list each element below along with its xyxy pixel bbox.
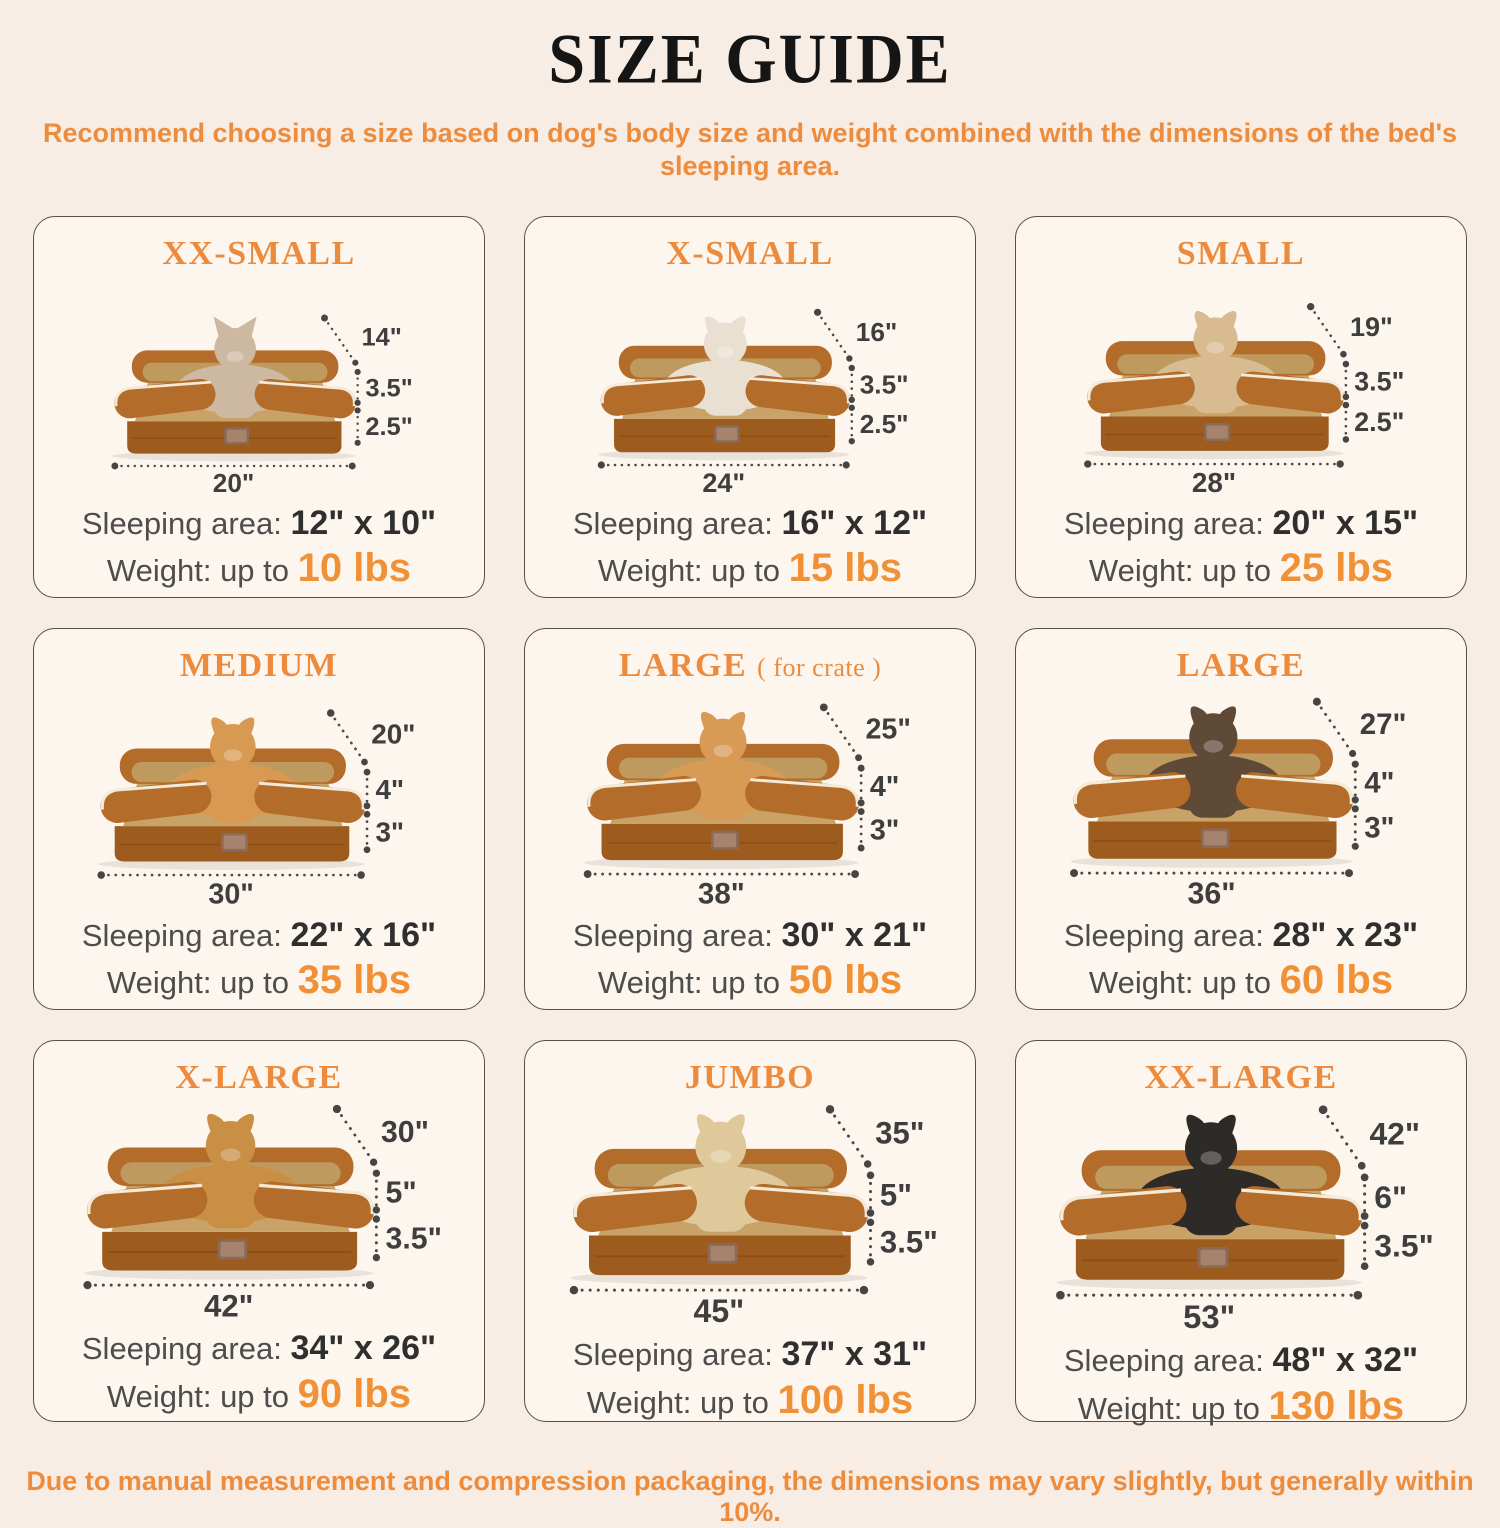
bed-illustration <box>533 684 967 908</box>
measure-label-upper-height: 5" <box>879 1177 912 1213</box>
measure-label-upper-height: 3.5" <box>859 369 909 400</box>
sleeping-area-label: Sleeping area: <box>81 1331 282 1367</box>
measure-dot <box>321 314 328 321</box>
size-card <box>524 1040 976 1422</box>
size-card <box>1015 1040 1467 1428</box>
measure-label-upper-height: 4" <box>869 770 900 803</box>
sleeping-area-value: 37" x 31" <box>781 1335 928 1374</box>
dog-ear-right <box>1218 706 1236 725</box>
measure-dot <box>1361 1222 1369 1230</box>
dog-bed-diagram <box>1043 1096 1439 1334</box>
measure-dot <box>1361 1174 1369 1182</box>
measure-dot <box>851 870 859 878</box>
dog-ear-left <box>705 316 721 333</box>
weight-label: Weight: up to <box>597 965 781 1001</box>
measure-dot <box>1343 436 1350 443</box>
measure-dot <box>361 758 368 765</box>
measure-dot <box>1343 360 1350 367</box>
size-card <box>33 216 485 598</box>
card-title <box>162 235 355 272</box>
measure-dot <box>849 438 855 444</box>
sleeping-area-label: Sleeping area: <box>81 505 282 541</box>
weight-line <box>107 957 411 1003</box>
dog-ear-right <box>237 717 254 735</box>
bed-illustration <box>42 1096 476 1322</box>
weight-value: 50 lbs <box>788 958 903 1003</box>
measure-dot <box>867 1210 875 1218</box>
dog-ear-right <box>235 1114 254 1133</box>
sleeping-area-value: 12" x 10" <box>290 503 437 542</box>
measure-label-width: 36" <box>1187 877 1236 909</box>
pet-chest <box>214 387 257 418</box>
card-size-name: X-SMALL <box>666 235 834 273</box>
bed-illustration <box>42 684 476 908</box>
size-card <box>1015 628 1467 1010</box>
bed-illustration <box>533 1096 967 1328</box>
measure-dot <box>364 846 371 853</box>
measure-label-width: 30" <box>208 878 254 909</box>
measure-label-lower-height: 3.5" <box>1374 1228 1434 1265</box>
dog-bed-diagram <box>71 1096 447 1322</box>
measure-dot <box>598 461 605 468</box>
subtitle: Recommend choosing a size based on dog's body size and weight combined with the dimensions of the bed's sleeping area. <box>42 118 1458 181</box>
measure-label-width: 45" <box>693 1293 745 1329</box>
dog-ear-left <box>211 717 228 735</box>
bed-illustration <box>42 272 476 496</box>
weight-line <box>587 1377 913 1423</box>
sleeping-area-label: Sleeping area: <box>1063 1343 1264 1379</box>
measure-dot <box>855 754 862 761</box>
measure-dot <box>1352 842 1359 849</box>
measure-label-lower-height: 3" <box>869 814 900 847</box>
measure-label-diagonal: 14" <box>361 323 402 352</box>
card-title <box>175 1059 342 1096</box>
measure-dot <box>364 802 371 809</box>
sleeping-area-line <box>573 1336 927 1373</box>
dog-bed-diagram <box>101 307 417 497</box>
sleeping-area-value: 16" x 12" <box>781 503 928 542</box>
measure-dot <box>1336 460 1343 467</box>
measure-dot <box>1361 1213 1369 1221</box>
dog-ear-right <box>728 712 746 730</box>
measure-dot <box>327 709 335 717</box>
measure-label-width: 28" <box>1191 466 1237 497</box>
measure-dot <box>864 1161 872 1169</box>
measure-label-upper-height: 4" <box>375 773 405 805</box>
measure-dot <box>1352 796 1359 803</box>
measure-dot <box>867 1219 875 1227</box>
dog-ear-right <box>1220 311 1237 328</box>
measure-label-lower-height: 3" <box>375 815 405 847</box>
weight-line <box>1089 545 1393 591</box>
pet-muzzle <box>714 744 733 756</box>
pet-chest <box>205 1192 256 1229</box>
pet-chest <box>1184 1197 1238 1236</box>
measure-dot <box>867 1259 875 1267</box>
sleeping-area-line <box>82 917 436 954</box>
measure-label-diagonal: 16" <box>855 316 898 347</box>
measure-label-upper-height: 3.5" <box>1354 365 1405 396</box>
dog-ear-left <box>697 1115 716 1135</box>
sleeping-area-label: Sleeping area: <box>81 917 282 953</box>
measure-dot <box>820 703 828 711</box>
bed-illustration <box>1024 272 1458 496</box>
measure-label-diagonal: 19" <box>1349 311 1393 342</box>
measure-label-lower-height: 2.5" <box>365 412 413 441</box>
weight-value: 100 lbs <box>777 1377 914 1422</box>
dog-ear-right <box>730 316 746 333</box>
weight-label: Weight: up to <box>106 1378 290 1414</box>
card-title <box>180 647 338 684</box>
sleeping-area-label: Sleeping area: <box>572 505 773 541</box>
bed-illustration <box>1024 1096 1458 1334</box>
size-card <box>524 216 976 598</box>
measure-dot <box>1056 1291 1065 1300</box>
measure-dot <box>373 1170 380 1177</box>
dog-bed-diagram <box>557 1096 943 1328</box>
weight-label: Weight: up to <box>106 553 290 589</box>
measure-dot <box>584 870 592 878</box>
pet-chest <box>699 785 748 820</box>
measure-dot <box>1313 697 1321 705</box>
pet-muzzle <box>1200 1152 1221 1166</box>
measure-dot <box>83 1281 91 1289</box>
sleeping-area-value: 20" x 15" <box>1272 503 1419 542</box>
pet-muzzle <box>1204 740 1224 752</box>
pet-muzzle <box>717 346 734 357</box>
measure-dot <box>364 768 371 775</box>
dog-ear-left <box>1190 706 1208 725</box>
card-title <box>1144 1059 1337 1096</box>
measure-label-lower-height: 2.5" <box>1354 406 1405 437</box>
measure-dot <box>867 1172 875 1180</box>
pet-muzzle <box>224 749 243 761</box>
measure-label-diagonal: 42" <box>1369 1115 1421 1152</box>
weight-label: Weight: up to <box>597 553 781 589</box>
measure-label-upper-height: 5" <box>385 1177 417 1211</box>
sleeping-area-line <box>1064 505 1418 542</box>
weight-line <box>598 545 902 591</box>
bed-illustration <box>533 272 967 496</box>
measure-dot <box>373 1254 380 1261</box>
sleeping-area-line <box>1064 917 1418 954</box>
size-grid <box>0 216 1500 1428</box>
measure-dot <box>370 1159 377 1166</box>
measure-dot <box>1319 1106 1328 1115</box>
measure-dot <box>849 396 855 402</box>
pet-chest <box>703 384 748 416</box>
measure-label-upper-height: 3.5" <box>365 374 413 403</box>
measure-dot <box>1345 869 1353 877</box>
weight-label: Weight: up to <box>586 1384 769 1420</box>
dog-bed-diagram <box>86 701 432 909</box>
measure-dot <box>858 764 865 771</box>
measure-label-width: 24" <box>702 467 746 497</box>
measure-dot <box>860 1286 868 1294</box>
sleeping-area-line <box>1064 1342 1418 1379</box>
weight-value: 15 lbs <box>788 546 903 591</box>
weight-line <box>1089 957 1393 1003</box>
measure-dot <box>111 462 118 469</box>
dog-ear-left <box>1186 1115 1206 1135</box>
sleeping-area-label: Sleeping area: <box>1063 505 1264 541</box>
sleeping-area-line <box>573 917 927 954</box>
page-title: SIZE GUIDE <box>548 19 952 99</box>
measure-dot <box>355 369 361 375</box>
measure-dot <box>366 1281 374 1289</box>
measure-dot <box>826 1106 834 1114</box>
measure-dot <box>1354 1291 1363 1300</box>
weight-value: 35 lbs <box>297 958 412 1003</box>
size-card <box>33 1040 485 1422</box>
card-size-name: LARGE <box>1176 647 1306 685</box>
measure-dot <box>1343 393 1350 400</box>
measure-dot <box>843 461 850 468</box>
card-size-name: X-LARGE <box>175 1059 343 1097</box>
measure-label-lower-height: 3.5" <box>385 1222 442 1256</box>
size-card <box>1015 216 1467 598</box>
measure-dot <box>1358 1162 1366 1170</box>
measure-dot <box>355 407 361 413</box>
card-size-name: SMALL <box>1176 235 1306 273</box>
measure-dot <box>849 404 855 410</box>
dog-bed-diagram <box>587 301 913 497</box>
measure-dot <box>858 844 865 851</box>
sleeping-area-value: 34" x 26" <box>290 1329 437 1368</box>
sleeping-area-value: 22" x 16" <box>290 915 437 954</box>
pet-chest <box>694 1195 747 1233</box>
measure-dot <box>846 355 852 361</box>
measure-label-diagonal: 30" <box>380 1116 429 1150</box>
measure-dot <box>858 808 865 815</box>
measure-dot <box>858 799 865 806</box>
dog-ear-right <box>726 1115 745 1135</box>
weight-line <box>107 545 411 591</box>
measure-dot <box>1343 401 1350 408</box>
card-title <box>685 1059 815 1096</box>
measure-label-diagonal: 35" <box>875 1115 925 1151</box>
card-title <box>1177 647 1305 684</box>
measure-dot <box>373 1207 380 1214</box>
sleeping-area-label: Sleeping area: <box>572 1337 773 1373</box>
sleeping-area-value: 48" x 32" <box>1272 1341 1419 1380</box>
measure-label-diagonal: 20" <box>371 718 416 750</box>
weight-value: 60 lbs <box>1279 958 1394 1003</box>
measure-dot <box>849 364 855 370</box>
pet-muzzle <box>220 1149 240 1162</box>
dog-ear-left <box>1195 311 1212 328</box>
measure-dot <box>814 308 821 315</box>
weight-value: 10 lbs <box>297 546 412 591</box>
measure-dot <box>349 462 356 469</box>
card-size-name: LARGE <box>618 647 748 685</box>
dog-ear-left <box>207 1114 226 1133</box>
measure-label-upper-height: 4" <box>1364 766 1395 800</box>
measure-dot <box>1084 460 1091 467</box>
pet-chest <box>209 789 256 823</box>
measure-dot <box>570 1286 578 1294</box>
dog-ear-right <box>1216 1115 1236 1135</box>
dog-ear-left <box>701 712 719 730</box>
pet-muzzle <box>227 351 244 362</box>
card-title <box>619 647 882 684</box>
measure-label-lower-height: 3" <box>1364 811 1395 845</box>
measure-label-upper-height: 6" <box>1374 1179 1408 1216</box>
weight-line <box>1078 1383 1404 1429</box>
dog-bed-diagram <box>1058 689 1424 909</box>
measure-label-width: 42" <box>204 1288 254 1323</box>
measure-dot <box>1361 1263 1369 1271</box>
dog-bed-diagram <box>1073 295 1409 497</box>
sleeping-area-value: 28" x 23" <box>1272 915 1419 954</box>
measure-label-width: 38" <box>697 877 745 909</box>
sleeping-area-line <box>82 1330 436 1367</box>
measure-dot <box>1352 805 1359 812</box>
weight-label: Weight: up to <box>106 965 290 1001</box>
measure-dot <box>1070 869 1078 877</box>
size-card <box>33 628 485 1010</box>
card-size-name: JUMBO <box>684 1059 816 1097</box>
sleeping-area-label: Sleeping area: <box>1063 917 1264 953</box>
weight-label: Weight: up to <box>1088 965 1272 1001</box>
measure-dot <box>357 871 365 879</box>
measure-dot <box>352 359 358 365</box>
measure-dot <box>373 1216 380 1223</box>
measure-label-diagonal: 25" <box>865 713 911 746</box>
weight-line <box>107 1371 411 1417</box>
weight-line <box>598 957 902 1003</box>
card-size-qualifier: ( for crate ) <box>757 653 882 683</box>
card-size-name: XX-SMALL <box>162 235 356 273</box>
bed-illustration <box>1024 684 1458 908</box>
sleeping-area-line <box>573 505 927 542</box>
weight-value: 90 lbs <box>297 1371 412 1416</box>
card-size-name: MEDIUM <box>179 647 339 685</box>
measure-dot <box>1307 303 1314 310</box>
card-title <box>1177 235 1305 272</box>
weight-value: 25 lbs <box>1279 546 1394 591</box>
card-size-name: XX-LARGE <box>1144 1059 1338 1097</box>
sleeping-area-line <box>82 505 436 542</box>
measure-label-width: 53" <box>1183 1298 1236 1335</box>
footer-note: Due to manual measurement and compression packaging, the dimensions may vary slightly, but generally within 10%. <box>26 1466 1474 1528</box>
weight-label: Weight: up to <box>1088 553 1272 589</box>
measure-dot <box>1349 750 1356 757</box>
measure-dot <box>1340 351 1347 358</box>
measure-dot <box>364 811 371 818</box>
measure-dot <box>97 871 105 879</box>
measure-dot <box>333 1105 341 1113</box>
dog-bed-diagram <box>572 695 928 909</box>
pet-muzzle <box>710 1150 731 1163</box>
pet-muzzle <box>1207 342 1225 353</box>
card-title <box>666 235 833 272</box>
measure-label-diagonal: 27" <box>1359 707 1407 741</box>
measure-dot <box>355 399 361 405</box>
measure-label-lower-height: 3.5" <box>879 1224 938 1260</box>
weight-value: 130 lbs <box>1268 1383 1405 1428</box>
measure-dot <box>1352 760 1359 767</box>
measure-dot <box>355 439 361 445</box>
sleeping-area-value: 30" x 21" <box>781 915 928 954</box>
sleeping-area-label: Sleeping area: <box>572 917 773 953</box>
size-card <box>524 628 976 1010</box>
measure-label-lower-height: 2.5" <box>859 408 909 439</box>
measure-label-width: 20" <box>212 467 255 497</box>
weight-label: Weight: up to <box>1077 1390 1260 1426</box>
pet-chest <box>1193 380 1239 413</box>
pet-chest <box>1188 782 1238 818</box>
